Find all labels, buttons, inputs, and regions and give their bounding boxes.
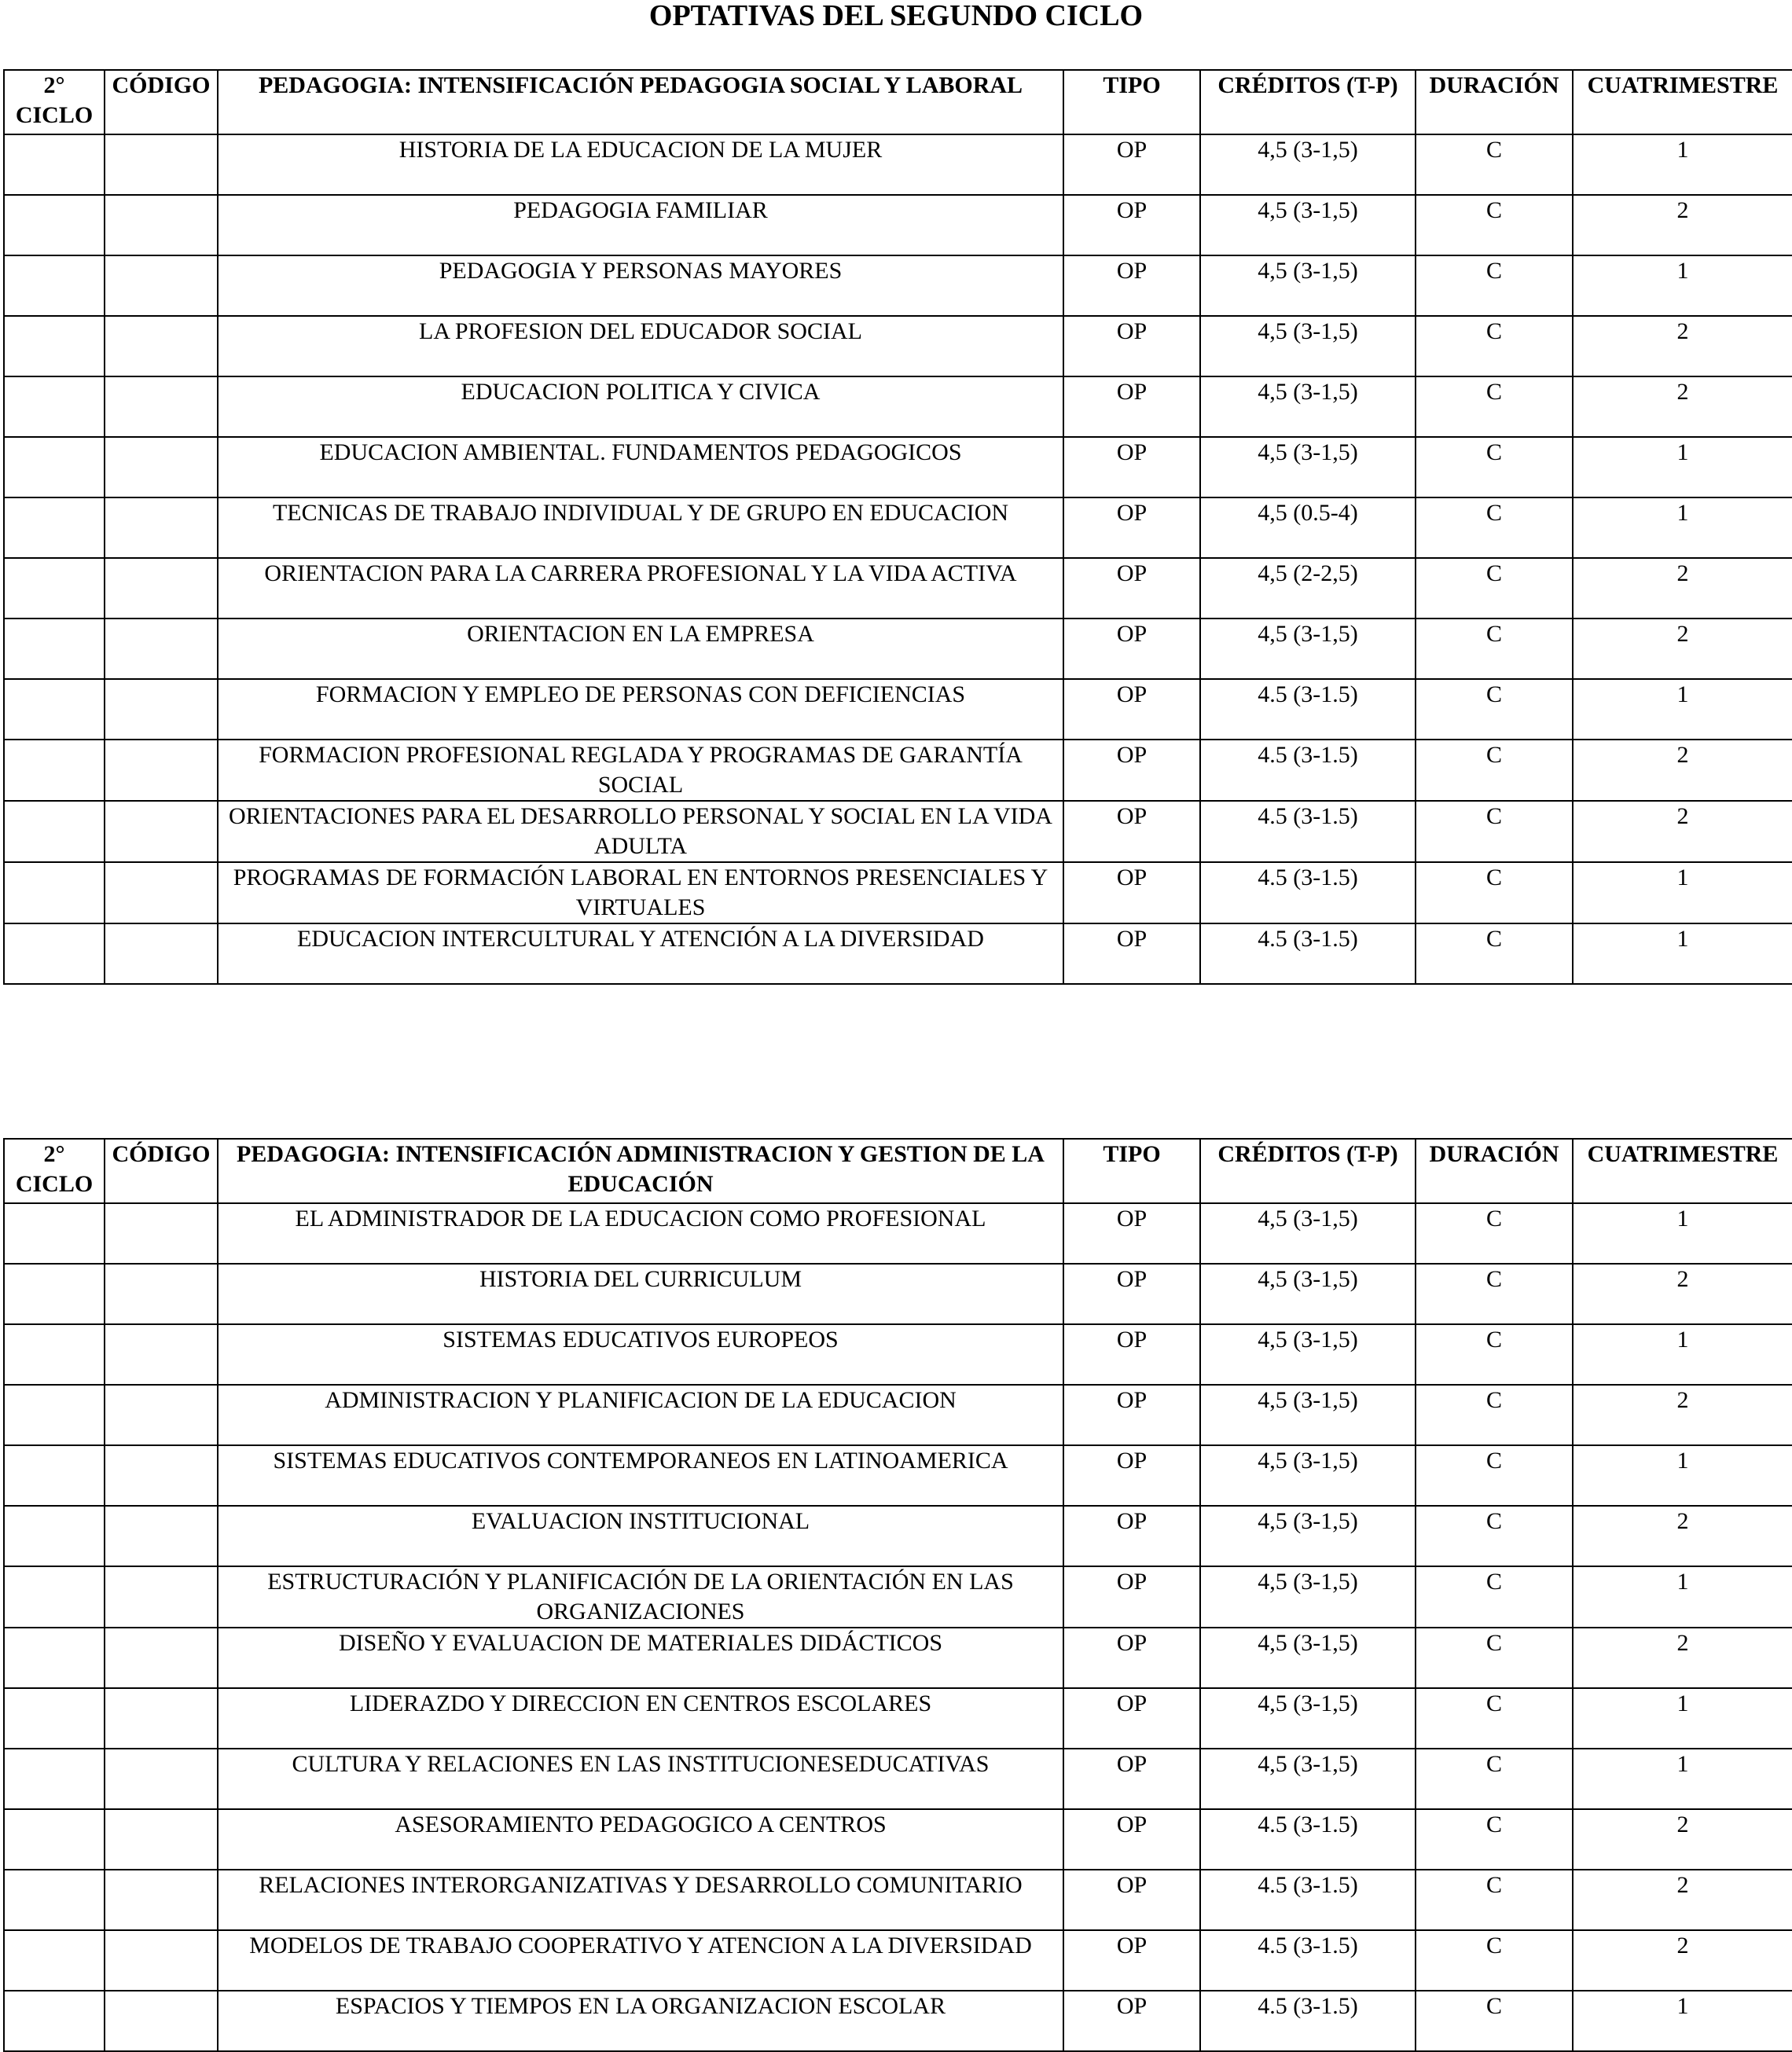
cell-creditos: 4.5 (3-1.5) — [1200, 923, 1416, 984]
table-header-row — [4, 1139, 1792, 1203]
cell-codigo — [105, 376, 218, 437]
cell-tipo: OP — [1063, 679, 1200, 740]
cell-creditos: 4,5 (3-1,5) — [1200, 437, 1416, 497]
cell-cuatrimestre: 2 — [1573, 619, 1792, 679]
table-row — [4, 862, 1792, 923]
cell-duracion: C — [1416, 134, 1573, 195]
cell-cuatrimestre: 2 — [1573, 1264, 1792, 1324]
cell-cuatrimestre: 1 — [1573, 1203, 1792, 1264]
cell-asignatura: CULTURA Y RELACIONES EN LAS INSTITUCIONESEDUCATIVAS — [218, 1749, 1063, 1809]
cell-creditos: 4,5 (3-1,5) — [1200, 1445, 1416, 1506]
cell-tipo: OP — [1063, 558, 1200, 619]
cell-cuatrimestre: 2 — [1573, 1506, 1792, 1566]
cell-duracion: C — [1416, 1628, 1573, 1688]
cell-duracion: C — [1416, 558, 1573, 619]
table-row — [4, 376, 1792, 437]
cell-codigo — [105, 497, 218, 558]
cell-cuatrimestre: 1 — [1573, 923, 1792, 984]
header-ciclo: 2° CICLO — [4, 70, 105, 134]
cell-codigo — [105, 740, 218, 801]
table-row — [4, 195, 1792, 255]
table-row — [4, 1991, 1792, 2051]
cell-ciclo — [4, 1870, 105, 1930]
table-header-row — [4, 70, 1792, 134]
cell-tipo: OP — [1063, 437, 1200, 497]
cell-creditos: 4.5 (3-1.5) — [1200, 1809, 1416, 1870]
cell-creditos: 4,5 (3-1,5) — [1200, 619, 1416, 679]
table-row — [4, 255, 1792, 316]
cell-cuatrimestre: 2 — [1573, 801, 1792, 862]
table-row — [4, 1324, 1792, 1385]
cell-asignatura: LA PROFESION DEL EDUCADOR SOCIAL — [218, 316, 1063, 376]
table-row — [4, 1688, 1792, 1749]
table-row — [4, 316, 1792, 376]
cell-tipo: OP — [1063, 195, 1200, 255]
cell-ciclo — [4, 497, 105, 558]
cell-tipo: OP — [1063, 619, 1200, 679]
cell-codigo — [105, 1628, 218, 1688]
cell-creditos: 4,5 (2-2,5) — [1200, 558, 1416, 619]
cell-duracion: C — [1416, 1991, 1573, 2051]
cell-tipo: OP — [1063, 1445, 1200, 1506]
cell-codigo — [105, 1688, 218, 1749]
table-row — [4, 1566, 1792, 1628]
cell-ciclo — [4, 437, 105, 497]
cell-duracion: C — [1416, 1203, 1573, 1264]
cell-codigo — [105, 255, 218, 316]
cell-asignatura: ADMINISTRACION Y PLANIFICACION DE LA EDUCACION — [218, 1385, 1063, 1445]
cell-duracion: C — [1416, 316, 1573, 376]
cell-duracion: C — [1416, 923, 1573, 984]
cell-asignatura: PEDAGOGIA FAMILIAR — [218, 195, 1063, 255]
cell-duracion: C — [1416, 679, 1573, 740]
cell-asignatura: ORIENTACION EN LA EMPRESA — [218, 619, 1063, 679]
table-row — [4, 497, 1792, 558]
cell-creditos: 4,5 (3-1,5) — [1200, 1628, 1416, 1688]
table-row — [4, 619, 1792, 679]
cell-tipo: OP — [1063, 801, 1200, 862]
cell-cuatrimestre: 1 — [1573, 1324, 1792, 1385]
cell-codigo — [105, 1445, 218, 1506]
cell-asignatura: MODELOS DE TRABAJO COOPERATIVO Y ATENCION A LA DIVERSIDAD — [218, 1930, 1063, 1991]
cell-codigo — [105, 1264, 218, 1324]
cell-cuatrimestre: 2 — [1573, 1628, 1792, 1688]
cell-cuatrimestre: 1 — [1573, 1445, 1792, 1506]
cell-duracion: C — [1416, 801, 1573, 862]
cell-cuatrimestre: 1 — [1573, 1688, 1792, 1749]
cell-duracion: C — [1416, 437, 1573, 497]
table-row — [4, 1203, 1792, 1264]
cell-tipo: OP — [1063, 376, 1200, 437]
cell-creditos: 4,5 (3-1,5) — [1200, 1264, 1416, 1324]
cell-codigo — [105, 619, 218, 679]
cell-tipo: OP — [1063, 134, 1200, 195]
cell-tipo: OP — [1063, 1749, 1200, 1809]
cell-ciclo — [4, 134, 105, 195]
cell-asignatura: HISTORIA DE LA EDUCACION DE LA MUJER — [218, 134, 1063, 195]
cell-cuatrimestre: 2 — [1573, 376, 1792, 437]
cell-tipo: OP — [1063, 1324, 1200, 1385]
cell-ciclo — [4, 923, 105, 984]
cell-creditos: 4,5 (3-1,5) — [1200, 376, 1416, 437]
cell-tipo: OP — [1063, 862, 1200, 923]
cell-cuatrimestre: 1 — [1573, 437, 1792, 497]
cell-ciclo — [4, 195, 105, 255]
cell-cuatrimestre: 2 — [1573, 316, 1792, 376]
cell-tipo: OP — [1063, 316, 1200, 376]
header-duracion: DURACIÓN — [1416, 1139, 1573, 1203]
cell-asignatura: FORMACION PROFESIONAL REGLADA Y PROGRAMAS DE GARANTÍA SOCIAL — [218, 740, 1063, 801]
cell-duracion: C — [1416, 1445, 1573, 1506]
cell-asignatura: FORMACION Y EMPLEO DE PERSONAS CON DEFICIENCIAS — [218, 679, 1063, 740]
cell-codigo — [105, 195, 218, 255]
cell-tipo: OP — [1063, 740, 1200, 801]
cell-codigo — [105, 1566, 218, 1628]
cell-asignatura: EL ADMINISTRADOR DE LA EDUCACION COMO PROFESIONAL — [218, 1203, 1063, 1264]
cell-creditos: 4.5 (3-1.5) — [1200, 740, 1416, 801]
cell-codigo — [105, 801, 218, 862]
cell-tipo: OP — [1063, 1506, 1200, 1566]
cell-cuatrimestre: 2 — [1573, 1870, 1792, 1930]
cell-asignatura: EDUCACION AMBIENTAL. FUNDAMENTOS PEDAGOGICOS — [218, 437, 1063, 497]
cell-ciclo — [4, 862, 105, 923]
table-intensificacion-administracion-gestion — [3, 1138, 1792, 2052]
cell-ciclo — [4, 679, 105, 740]
header-creditos: CRÉDITOS (T-P) — [1200, 1139, 1416, 1203]
cell-creditos: 4.5 (3-1.5) — [1200, 1930, 1416, 1991]
cell-creditos: 4.5 (3-1.5) — [1200, 1870, 1416, 1930]
header-creditos: CRÉDITOS (T-P) — [1200, 70, 1416, 134]
header-duracion: DURACIÓN — [1416, 70, 1573, 134]
table-row — [4, 1809, 1792, 1870]
cell-asignatura: SISTEMAS EDUCATIVOS EUROPEOS — [218, 1324, 1063, 1385]
cell-codigo — [105, 1324, 218, 1385]
cell-duracion: C — [1416, 1385, 1573, 1445]
cell-creditos: 4,5 (3-1,5) — [1200, 134, 1416, 195]
cell-tipo: OP — [1063, 1203, 1200, 1264]
cell-ciclo — [4, 558, 105, 619]
cell-ciclo — [4, 1324, 105, 1385]
cell-creditos: 4.5 (3-1.5) — [1200, 1991, 1416, 2051]
cell-creditos: 4,5 (3-1,5) — [1200, 1688, 1416, 1749]
cell-ciclo — [4, 316, 105, 376]
cell-ciclo — [4, 255, 105, 316]
cell-asignatura: EDUCACION POLITICA Y CIVICA — [218, 376, 1063, 437]
cell-creditos: 4,5 (3-1,5) — [1200, 1324, 1416, 1385]
table-row — [4, 1445, 1792, 1506]
cell-creditos: 4,5 (3-1,5) — [1200, 1506, 1416, 1566]
cell-cuatrimestre: 1 — [1573, 1566, 1792, 1628]
cell-duracion: C — [1416, 1688, 1573, 1749]
cell-cuatrimestre: 2 — [1573, 195, 1792, 255]
table-row — [4, 1385, 1792, 1445]
cell-ciclo — [4, 1264, 105, 1324]
cell-creditos: 4,5 (3-1,5) — [1200, 1203, 1416, 1264]
cell-cuatrimestre: 2 — [1573, 1930, 1792, 1991]
cell-ciclo — [4, 1991, 105, 2051]
cell-creditos: 4,5 (3-1,5) — [1200, 1749, 1416, 1809]
table-row — [4, 1506, 1792, 1566]
cell-creditos: 4.5 (3-1.5) — [1200, 862, 1416, 923]
cell-creditos: 4,5 (3-1,5) — [1200, 195, 1416, 255]
cell-creditos: 4,5 (0.5-4) — [1200, 497, 1416, 558]
table-row — [4, 801, 1792, 862]
cell-duracion: C — [1416, 376, 1573, 437]
cell-ciclo — [4, 740, 105, 801]
cell-cuatrimestre: 1 — [1573, 497, 1792, 558]
cell-asignatura: HISTORIA DEL CURRICULUM — [218, 1264, 1063, 1324]
cell-duracion: C — [1416, 1324, 1573, 1385]
cell-asignatura: LIDERAZDO Y DIRECCION EN CENTROS ESCOLARES — [218, 1688, 1063, 1749]
header-codigo: CÓDIGO — [105, 1139, 218, 1203]
cell-cuatrimestre: 2 — [1573, 1809, 1792, 1870]
cell-cuatrimestre: 2 — [1573, 1385, 1792, 1445]
cell-codigo — [105, 558, 218, 619]
cell-cuatrimestre: 1 — [1573, 255, 1792, 316]
cell-codigo — [105, 1385, 218, 1445]
header-tipo: TIPO — [1063, 70, 1200, 134]
cell-codigo — [105, 134, 218, 195]
cell-asignatura: PEDAGOGIA Y PERSONAS MAYORES — [218, 255, 1063, 316]
cell-tipo: OP — [1063, 1688, 1200, 1749]
cell-ciclo — [4, 801, 105, 862]
cell-creditos: 4.5 (3-1.5) — [1200, 801, 1416, 862]
cell-creditos: 4,5 (3-1,5) — [1200, 255, 1416, 316]
header-codigo: CÓDIGO — [105, 70, 218, 134]
cell-asignatura: PROGRAMAS DE FORMACIÓN LABORAL EN ENTORNOS PRESENCIALES Y VIRTUALES — [218, 862, 1063, 923]
cell-cuatrimestre: 2 — [1573, 740, 1792, 801]
cell-ciclo — [4, 1688, 105, 1749]
cell-asignatura: ASESORAMIENTO PEDAGOGICO A CENTROS — [218, 1809, 1063, 1870]
cell-tipo: OP — [1063, 255, 1200, 316]
cell-creditos: 4,5 (3-1,5) — [1200, 1566, 1416, 1628]
cell-asignatura: ESPACIOS Y TIEMPOS EN LA ORGANIZACION ESCOLAR — [218, 1991, 1063, 2051]
cell-ciclo — [4, 1628, 105, 1688]
cell-creditos: 4,5 (3-1,5) — [1200, 1385, 1416, 1445]
cell-codigo — [105, 1991, 218, 2051]
cell-codigo — [105, 316, 218, 376]
cell-codigo — [105, 1930, 218, 1991]
table-row — [4, 679, 1792, 740]
cell-duracion: C — [1416, 740, 1573, 801]
cell-ciclo — [4, 1930, 105, 1991]
header-asignatura: PEDAGOGIA: INTENSIFICACIÓN ADMINISTRACION Y GESTION DE LA EDUCACIÓN — [218, 1139, 1063, 1203]
cell-tipo: OP — [1063, 923, 1200, 984]
cell-ciclo — [4, 1566, 105, 1628]
table-row — [4, 1628, 1792, 1688]
cell-tipo: OP — [1063, 1930, 1200, 1991]
cell-duracion: C — [1416, 1264, 1573, 1324]
cell-asignatura: EVALUACION INSTITUCIONAL — [218, 1506, 1063, 1566]
cell-duracion: C — [1416, 1809, 1573, 1870]
table-row — [4, 740, 1792, 801]
table-row — [4, 134, 1792, 195]
cell-cuatrimestre: 1 — [1573, 134, 1792, 195]
cell-ciclo — [4, 619, 105, 679]
cell-codigo — [105, 1870, 218, 1930]
cell-cuatrimestre: 1 — [1573, 1749, 1792, 1809]
cell-duracion: C — [1416, 497, 1573, 558]
cell-duracion: C — [1416, 862, 1573, 923]
page-title: OPTATIVAS DEL SEGUNDO CICLO — [648, 0, 1144, 32]
table-row — [4, 1870, 1792, 1930]
header-asignatura: PEDAGOGIA: INTENSIFICACIÓN PEDAGOGIA SOCIAL Y LABORAL — [218, 70, 1063, 134]
cell-duracion: C — [1416, 1566, 1573, 1628]
cell-asignatura: ORIENTACION PARA LA CARRERA PROFESIONAL Y LA VIDA ACTIVA — [218, 558, 1063, 619]
cell-cuatrimestre: 1 — [1573, 862, 1792, 923]
cell-tipo: OP — [1063, 1991, 1200, 2051]
cell-codigo — [105, 1809, 218, 1870]
cell-duracion: C — [1416, 1506, 1573, 1566]
table-row — [4, 437, 1792, 497]
cell-creditos: 4,5 (3-1,5) — [1200, 316, 1416, 376]
header-ciclo: 2° CICLO — [4, 1139, 105, 1203]
cell-ciclo — [4, 1506, 105, 1566]
cell-cuatrimestre: 1 — [1573, 1991, 1792, 2051]
cell-codigo — [105, 1506, 218, 1566]
cell-ciclo — [4, 1809, 105, 1870]
cell-asignatura: DISEÑO Y EVALUACION DE MATERIALES DIDÁCTICOS — [218, 1628, 1063, 1688]
table-intensificacion-social-laboral — [3, 69, 1792, 985]
cell-tipo: OP — [1063, 497, 1200, 558]
cell-tipo: OP — [1063, 1264, 1200, 1324]
cell-asignatura: TECNICAS DE TRABAJO INDIVIDUAL Y DE GRUPO EN EDUCACION — [218, 497, 1063, 558]
cell-duracion: C — [1416, 619, 1573, 679]
cell-ciclo — [4, 1749, 105, 1809]
cell-codigo — [105, 679, 218, 740]
table-row — [4, 1749, 1792, 1809]
cell-cuatrimestre: 2 — [1573, 558, 1792, 619]
header-cuatrimestre: CUATRIMESTRE — [1573, 70, 1792, 134]
cell-ciclo — [4, 1203, 105, 1264]
cell-duracion: C — [1416, 1930, 1573, 1991]
cell-tipo: OP — [1063, 1870, 1200, 1930]
cell-ciclo — [4, 1385, 105, 1445]
table-row — [4, 558, 1792, 619]
cell-tipo: OP — [1063, 1566, 1200, 1628]
cell-codigo — [105, 923, 218, 984]
cell-duracion: C — [1416, 255, 1573, 316]
cell-codigo — [105, 1749, 218, 1809]
cell-tipo: OP — [1063, 1628, 1200, 1688]
header-cuatrimestre: CUATRIMESTRE — [1573, 1139, 1792, 1203]
cell-codigo — [105, 1203, 218, 1264]
cell-asignatura: ORIENTACIONES PARA EL DESARROLLO PERSONAL Y SOCIAL EN LA VIDA ADULTA — [218, 801, 1063, 862]
cell-asignatura: ESTRUCTURACIÓN Y PLANIFICACIÓN DE LA ORIENTACIÓN EN LAS ORGANIZACIONES — [218, 1566, 1063, 1628]
table-row — [4, 1930, 1792, 1991]
cell-codigo — [105, 862, 218, 923]
cell-tipo: OP — [1063, 1809, 1200, 1870]
cell-ciclo — [4, 376, 105, 437]
cell-creditos: 4.5 (3-1.5) — [1200, 679, 1416, 740]
table-row — [4, 1264, 1792, 1324]
cell-tipo: OP — [1063, 1385, 1200, 1445]
cell-ciclo — [4, 1445, 105, 1506]
cell-asignatura: RELACIONES INTERORGANIZATIVAS Y DESARROLLO COMUNITARIO — [218, 1870, 1063, 1930]
table-row — [4, 923, 1792, 984]
cell-asignatura: EDUCACION INTERCULTURAL Y ATENCIÓN A LA DIVERSIDAD — [218, 923, 1063, 984]
cell-duracion: C — [1416, 195, 1573, 255]
cell-codigo — [105, 437, 218, 497]
cell-asignatura: SISTEMAS EDUCATIVOS CONTEMPORANEOS EN LATINOAMERICA — [218, 1445, 1063, 1506]
cell-duracion: C — [1416, 1870, 1573, 1930]
cell-duracion: C — [1416, 1749, 1573, 1809]
cell-cuatrimestre: 1 — [1573, 679, 1792, 740]
header-tipo: TIPO — [1063, 1139, 1200, 1203]
